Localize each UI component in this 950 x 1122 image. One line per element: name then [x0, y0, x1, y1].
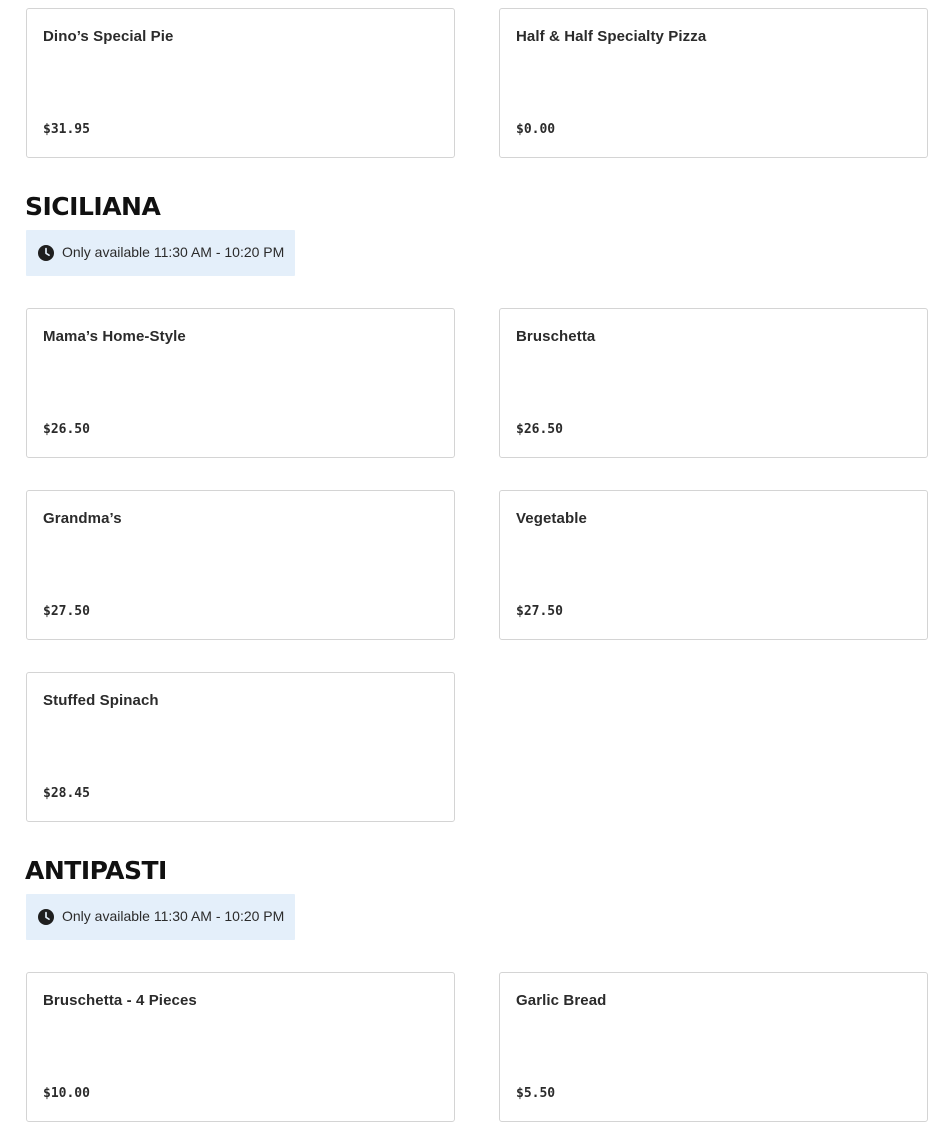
menu-item-price: $5.50 — [516, 1086, 556, 1101]
menu-item-card[interactable] — [499, 8, 928, 158]
menu-item-price: $27.50 — [43, 604, 90, 619]
menu-item-card[interactable] — [499, 308, 928, 458]
menu-item-card[interactable] — [26, 8, 455, 158]
menu-item-name: Garlic Bread — [516, 992, 607, 1009]
menu-item-price: $0.00 — [516, 122, 556, 137]
menu-item-name: Stuffed Spinach — [43, 692, 159, 709]
availability-banner — [26, 230, 295, 276]
menu-item-name: Mama’s Home-Style — [43, 328, 186, 345]
menu-item-name: Dino’s Special Pie — [43, 28, 174, 45]
menu-item-card[interactable] — [26, 972, 455, 1122]
menu-item-card[interactable] — [499, 490, 928, 640]
clock-icon — [38, 245, 54, 261]
menu-item-price: $26.50 — [516, 422, 563, 437]
menu-item-card[interactable] — [26, 672, 455, 822]
availability-banner — [26, 894, 295, 940]
menu-item-name: Vegetable — [516, 510, 587, 527]
menu-item-name: Half & Half Specialty Pizza — [516, 28, 707, 45]
availability-text: Only available 11:30 AM - 10:20 PM — [62, 908, 285, 924]
menu-item-price: $31.95 — [43, 122, 90, 137]
availability-text: Only available 11:30 AM - 10:20 PM — [62, 244, 285, 260]
menu-item-price: $26.50 — [43, 422, 90, 437]
menu-item-price: $27.50 — [516, 604, 563, 619]
menu-item-name: Bruschetta — [516, 328, 596, 345]
menu-item-card[interactable] — [26, 490, 455, 640]
section-title-siciliana: SICILIANA — [25, 192, 161, 221]
section-title-antipasti: ANTIPASTI — [25, 856, 167, 885]
menu-item-name: Grandma’s — [43, 510, 122, 527]
menu-item-price: $10.00 — [43, 1086, 90, 1101]
menu-item-card[interactable] — [499, 972, 928, 1122]
menu-item-price: $28.45 — [43, 786, 90, 801]
clock-icon — [38, 909, 54, 925]
menu-item-card[interactable] — [26, 308, 455, 458]
menu-item-name: Bruschetta - 4 Pieces — [43, 992, 197, 1009]
